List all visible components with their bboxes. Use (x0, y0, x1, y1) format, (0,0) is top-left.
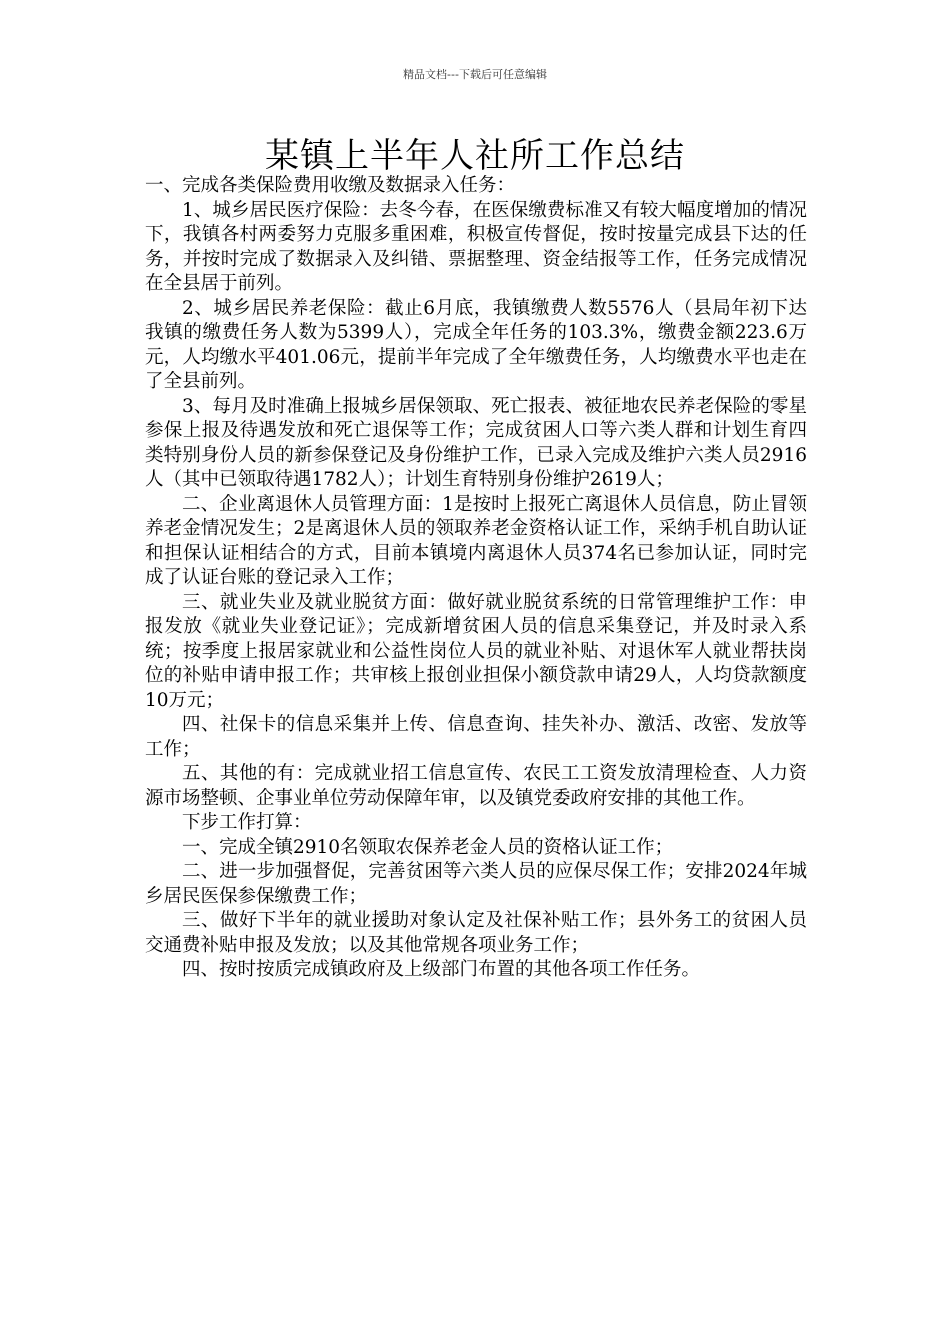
document-title: 某镇上半年人社所工作总结 (265, 136, 685, 176)
paragraph-monthly-reports: 3、每月及时准确上报城乡居保领取、死亡报表、被征地农民养老保险的零星参保上报及待遇发放和死亡退保等工作；完成贫困人口等六类人群和计划生育四类特别身份人员的新参保登记及身份维护工作，已录入完成及维护六类人员2916人（其中已领取待遇1782人）；计划生育特别身份维护2619人； (145, 395, 807, 490)
paragraph-plan-1: 一、完成全镇2910名领取农保养老金人员的资格认证工作； (182, 836, 674, 858)
paragraph-medical-insurance: 1、城乡居民医疗保险：去冬今春，在医保缴费标准又有较大幅度增加的情况下，我镇各村两委努力克服多重困难，积极宣传督促，按时按量完成县下达的任务，并按时完成了数据录入及纠错、票据整理、资金结报等工作，任务完成情况在全县居于前列。 (145, 199, 807, 294)
header-note: 精品文档---下载后可任意编辑 (403, 68, 547, 81)
paragraph-plan-2: 二、进一步加强督促，完善贫困等六类人员的应保尽保工作；安排2024年城乡居民医保参保缴费工作； (145, 861, 807, 907)
paragraph-other-work: 五、其他的有：完成就业招工信息宣传、农民工工资发放清理检查、人力资源市场整顿、企事业单位劳动保障年审，以及镇党委政府安排的其他工作。 (145, 763, 807, 809)
section-heading-next-steps: 下步工作打算： (182, 812, 312, 833)
section-heading-1: 一、完成各类保险费用收缴及数据录入任务： (145, 175, 516, 196)
paragraph-pension-insurance: 2、城乡居民养老保险：截止6月底，我镇缴费人数5576人（县局年初下达我镇的缴费任务人数为5399人），完成全年任务的103.3%，缴费金额223.6万元，人均缴水平401.06元，提前半年完成了全年缴费任务，人均缴费水平也走在了全县前列。 (145, 297, 807, 392)
document-body (145, 174, 807, 983)
paragraph-plan-4: 四、按时按质完成镇政府及上级部门布置的其他各项工作任务。 (182, 959, 701, 980)
paragraph-employment: 三、就业失业及就业脱贫方面：做好就业脱贫系统的日常管理维护工作：申报发放《就业失业登记证》；完成新增贫困人员的信息采集登记，并及时录入系统；按季度上报居家就业和公益性岗位人员的就业补贴、对退休军人就业帮扶岗位的补贴申请申报工作；共审核上报创业担保小额贷款申请29人，人均贷款额度10万元； (145, 591, 807, 711)
paragraph-social-security-card: 四、社保卡的信息采集并上传、信息查询、挂失补办、激活、改密、发放等工作； (145, 714, 807, 760)
paragraph-retiree-management: 二、企业离退休人员管理方面：1是按时上报死亡离退休人员信息，防止冒领养老金情况发生；2是离退休人员的领取养老金资格认证工作，采纳手机自助认证和担保认证相结合的方式，目前本镇境内离退休人员374名已参加认证，同时完成了认证台账的登记录入工作； (145, 493, 807, 588)
paragraph-plan-3: 三、做好下半年的就业援助对象认定及社保补贴工作；县外务工的贫困人员交通费补贴申报及发放；以及其他常规各项业务工作； (145, 910, 807, 956)
